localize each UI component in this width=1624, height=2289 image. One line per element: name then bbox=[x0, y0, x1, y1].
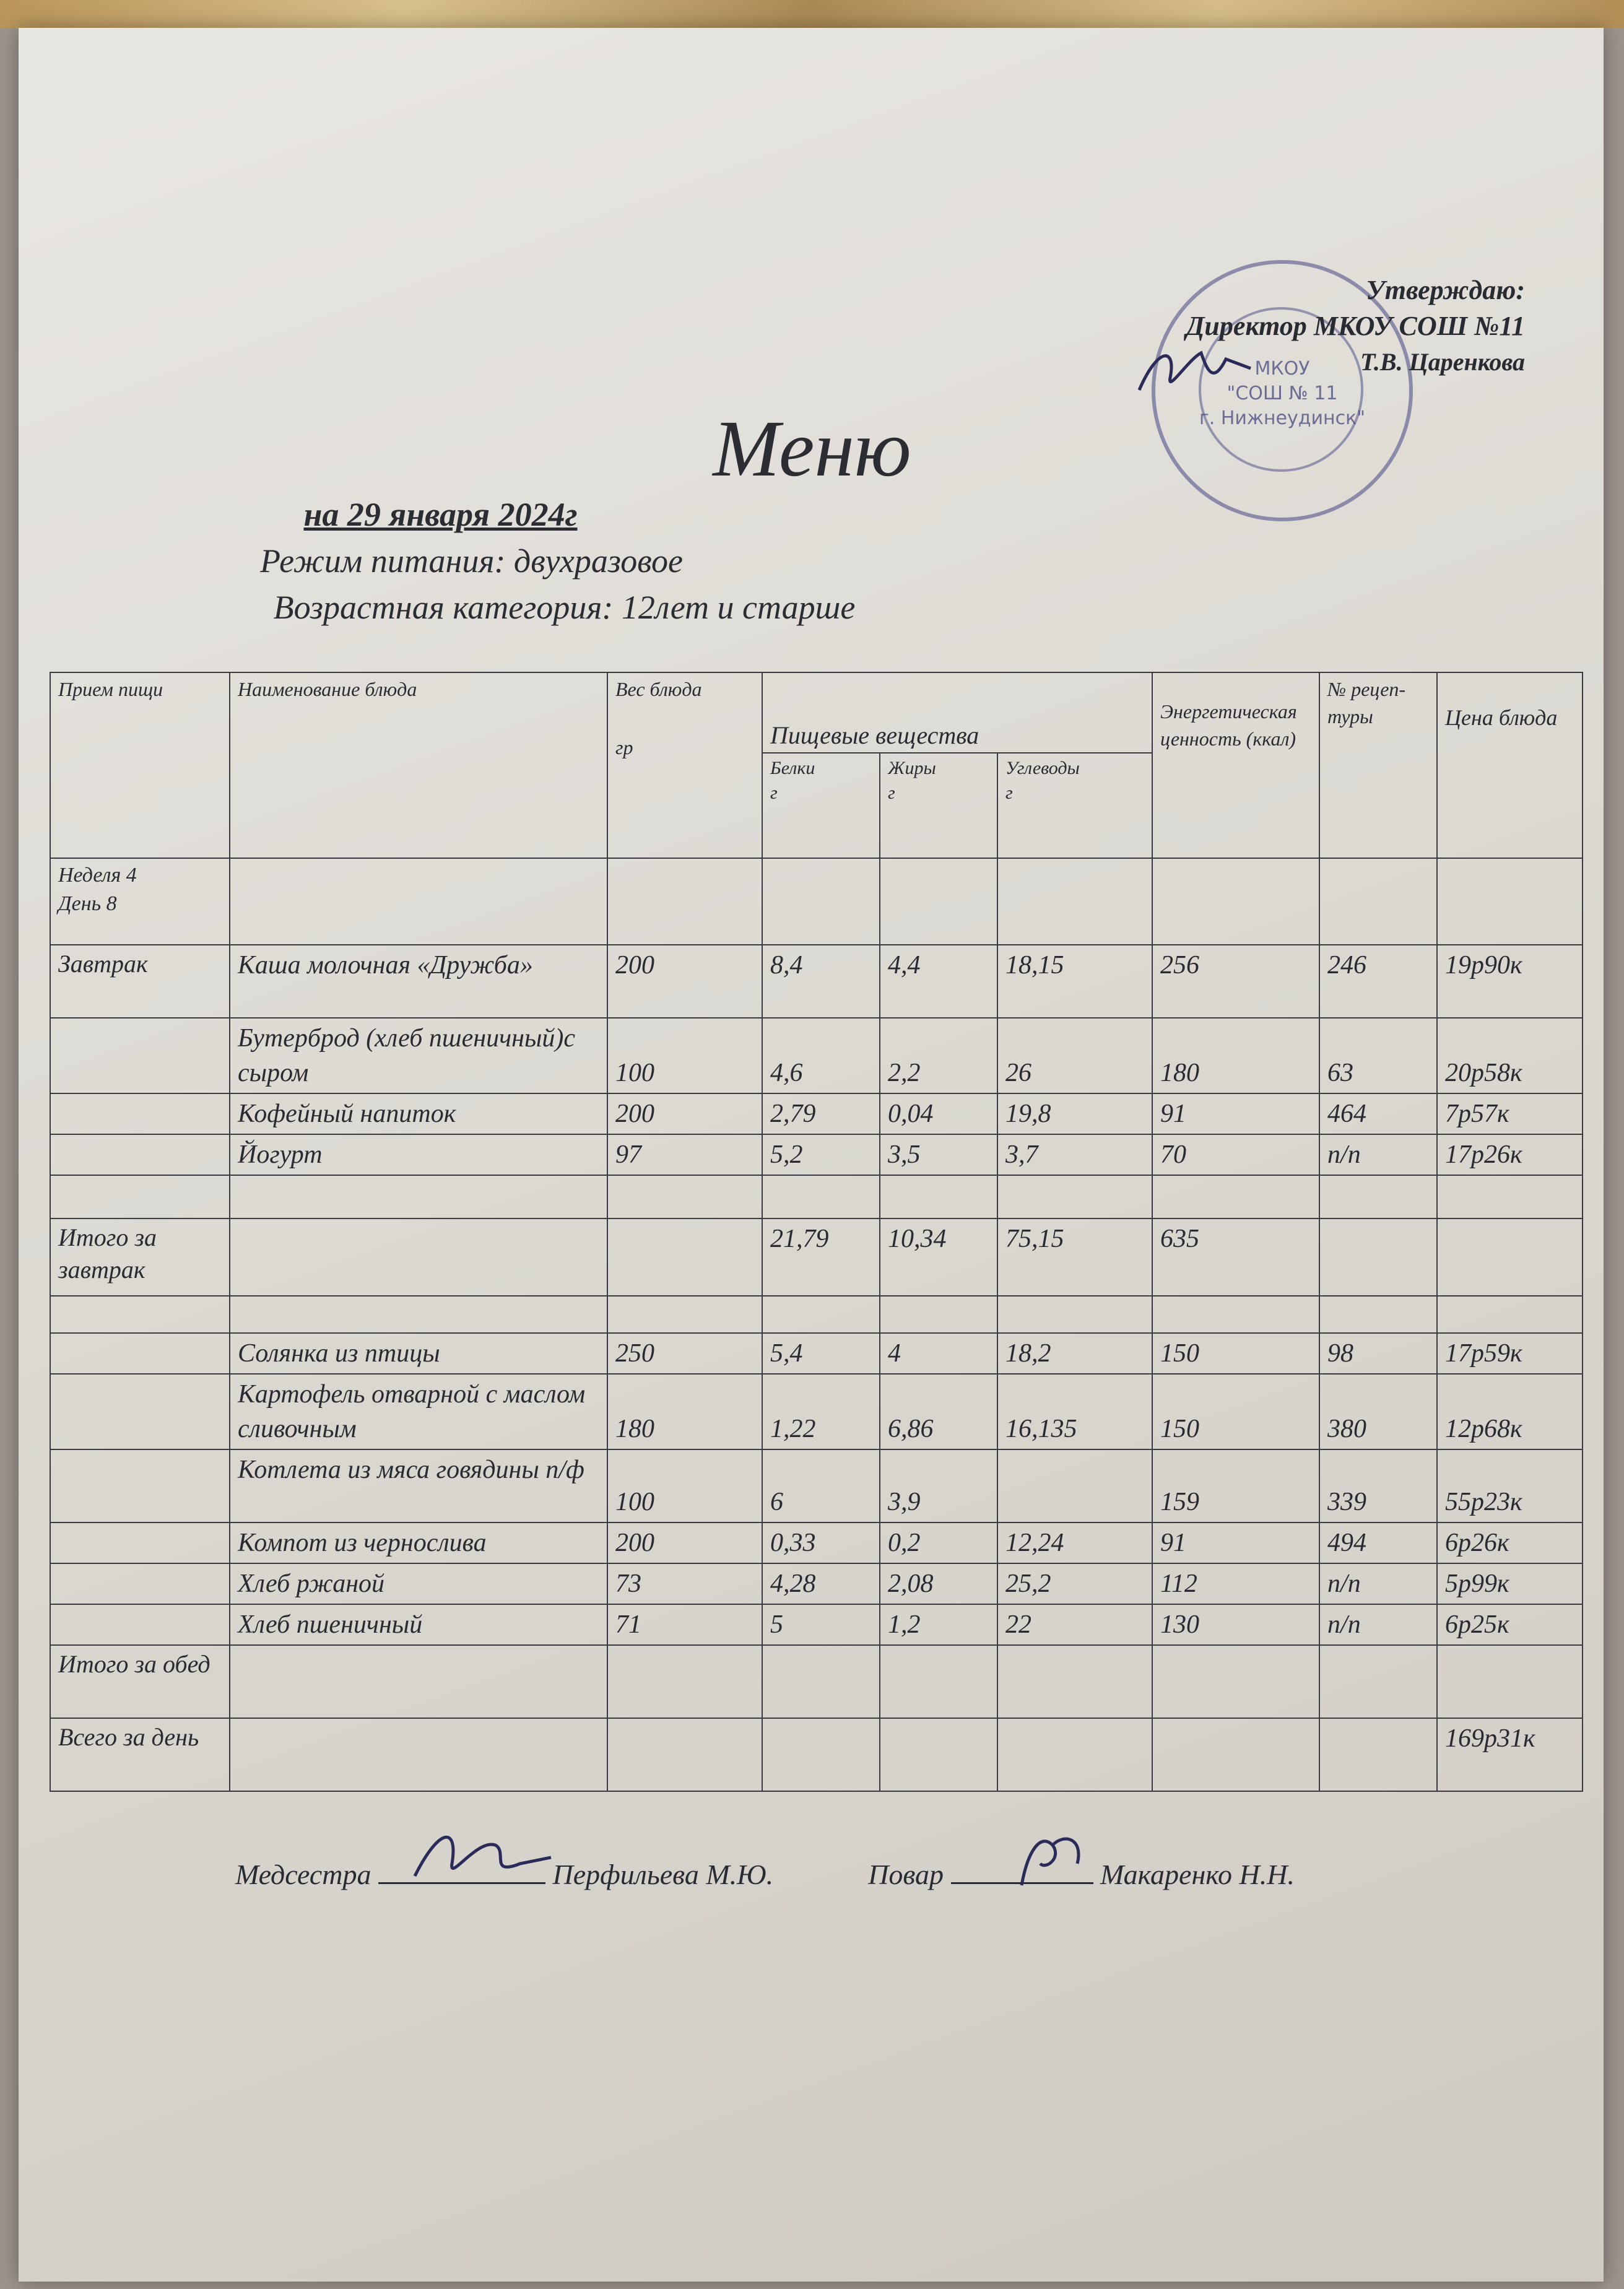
signatures-footer bbox=[235, 1857, 1295, 1891]
paper-edge-decoration bbox=[0, 0, 1624, 28]
table-row bbox=[50, 945, 1583, 1018]
header-weight-label: Вес блюда bbox=[615, 678, 702, 700]
dish-energy: 91 bbox=[1152, 1522, 1319, 1563]
dish-energy: 70 bbox=[1152, 1134, 1319, 1175]
age-category: Возрастная категория: 12лет и старше bbox=[273, 589, 856, 626]
dish-carbs: 26 bbox=[997, 1018, 1152, 1093]
dish-recipe: 339 bbox=[1319, 1449, 1437, 1522]
meal-mode: Режим питания: двухразовое bbox=[260, 542, 683, 580]
dish-name: Хлеб пшеничный bbox=[230, 1604, 607, 1645]
dish-weight: 73 bbox=[607, 1563, 762, 1604]
dish-energy: 159 bbox=[1152, 1449, 1319, 1522]
stamp-line-1: МКОУ bbox=[1254, 358, 1310, 380]
day-label: День 8 bbox=[58, 892, 117, 915]
dish-protein: 4,6 bbox=[762, 1018, 880, 1093]
header-protein-unit: г bbox=[770, 783, 778, 803]
dish-carbs: 16,135 bbox=[997, 1374, 1152, 1449]
header-weight bbox=[607, 672, 762, 858]
dish-energy: 112 bbox=[1152, 1563, 1319, 1604]
stamp-line-2: "СОШ № 11 bbox=[1227, 383, 1338, 404]
header-carbs bbox=[997, 753, 1152, 858]
dish-price: 5р99к bbox=[1437, 1563, 1583, 1604]
cook-signature bbox=[1003, 1826, 1102, 1895]
dish-name: Компот из чернослива bbox=[230, 1522, 607, 1563]
dish-fat: 2,08 bbox=[880, 1563, 997, 1604]
table-row bbox=[50, 1604, 1583, 1645]
breakfast-total-protein: 21,79 bbox=[762, 1218, 880, 1296]
dish-carbs: 25,2 bbox=[997, 1563, 1152, 1604]
nurse-signature bbox=[402, 1820, 563, 1895]
dish-name: Кофейный напиток bbox=[230, 1093, 607, 1134]
dish-carbs bbox=[997, 1449, 1152, 1522]
week-day-cell bbox=[50, 858, 230, 945]
dish-energy: 180 bbox=[1152, 1018, 1319, 1093]
dish-energy: 91 bbox=[1152, 1093, 1319, 1134]
dish-name: Картофель отварной с маслом сливочным bbox=[230, 1374, 607, 1449]
table-row bbox=[50, 1093, 1583, 1134]
dish-recipe: п/п bbox=[1319, 1134, 1437, 1175]
breakfast-total-label: Итого за завтрак bbox=[50, 1218, 230, 1296]
empty-row bbox=[50, 1175, 1583, 1218]
breakfast-total-fat: 10,34 bbox=[880, 1218, 997, 1296]
breakfast-label: Завтрак bbox=[50, 945, 230, 1018]
dish-recipe: 380 bbox=[1319, 1374, 1437, 1449]
dish-price: 17р59к bbox=[1437, 1333, 1583, 1374]
table-row bbox=[50, 1449, 1583, 1522]
dish-price: 55р23к bbox=[1437, 1449, 1583, 1522]
day-total-price: 169р31к bbox=[1437, 1718, 1583, 1791]
header-carbs-label: Углеводы bbox=[1005, 758, 1080, 778]
lunch-total-label: Итого за обед bbox=[50, 1645, 230, 1718]
dish-protein: 0,33 bbox=[762, 1522, 880, 1563]
dish-weight: 200 bbox=[607, 1093, 762, 1134]
dish-name: Каша молочная «Дружба» bbox=[230, 945, 607, 1018]
dish-protein: 1,22 bbox=[762, 1374, 880, 1449]
dish-weight: 100 bbox=[607, 1018, 762, 1093]
dish-weight: 250 bbox=[607, 1333, 762, 1374]
dish-protein: 5,2 bbox=[762, 1134, 880, 1175]
nurse-label: Медсестра bbox=[235, 1859, 371, 1890]
week-label: Неделя 4 bbox=[58, 864, 137, 887]
header-energy: Энергетическая ценность (ккал) bbox=[1152, 672, 1319, 858]
cook-label: Повар bbox=[868, 1859, 944, 1890]
dish-weight: 180 bbox=[607, 1374, 762, 1449]
dish-protein: 5,4 bbox=[762, 1333, 880, 1374]
dish-fat: 6,86 bbox=[880, 1374, 997, 1449]
dish-price: 19р90к bbox=[1437, 945, 1583, 1018]
dish-energy: 130 bbox=[1152, 1604, 1319, 1645]
dish-fat: 1,2 bbox=[880, 1604, 997, 1645]
dish-protein: 6 bbox=[762, 1449, 880, 1522]
approval-line-3: Т.В. Царенкова bbox=[1360, 348, 1525, 376]
dish-fat: 3,9 bbox=[880, 1449, 997, 1522]
dish-weight: 71 bbox=[607, 1604, 762, 1645]
dish-recipe: п/п bbox=[1319, 1604, 1437, 1645]
table-row bbox=[50, 1374, 1583, 1449]
table-row bbox=[50, 1333, 1583, 1374]
header-carbs-unit: г bbox=[1005, 783, 1013, 803]
director-signature bbox=[1133, 334, 1257, 402]
header-fat-label: Жиры bbox=[888, 758, 936, 778]
dish-recipe: п/п bbox=[1319, 1563, 1437, 1604]
dish-name: Хлеб ржаной bbox=[230, 1563, 607, 1604]
dish-energy: 150 bbox=[1152, 1374, 1319, 1449]
dish-name: Бутерброд (хлеб пшеничный)с сыром bbox=[230, 1018, 607, 1093]
dish-protein: 4,28 bbox=[762, 1563, 880, 1604]
dish-recipe: 246 bbox=[1319, 945, 1437, 1018]
day-total-label: Всего за день bbox=[50, 1718, 230, 1791]
dish-fat: 4 bbox=[880, 1333, 997, 1374]
dish-price: 17р26к bbox=[1437, 1134, 1583, 1175]
dish-weight: 100 bbox=[607, 1449, 762, 1522]
breakfast-total-carbs: 75,15 bbox=[997, 1218, 1152, 1296]
header-dish: Наименование блюда bbox=[230, 672, 607, 858]
approval-line-2: Директор МКОУ СОШ №11 bbox=[1186, 311, 1525, 341]
table-row bbox=[50, 1018, 1583, 1093]
dish-carbs: 18,15 bbox=[997, 945, 1152, 1018]
dish-protein: 2,79 bbox=[762, 1093, 880, 1134]
table-row bbox=[50, 1522, 1583, 1563]
menu-table bbox=[50, 672, 1583, 1792]
week-day-row bbox=[50, 858, 1583, 945]
dish-fat: 2,2 bbox=[880, 1018, 997, 1093]
dish-carbs: 12,24 bbox=[997, 1522, 1152, 1563]
empty-row bbox=[50, 1296, 1583, 1333]
header-meal: Прием пищи bbox=[50, 672, 230, 858]
dish-fat: 3,5 bbox=[880, 1134, 997, 1175]
header-recipe: № рецеп-туры bbox=[1319, 672, 1437, 858]
breakfast-total-row bbox=[50, 1218, 1583, 1296]
header-price: Цена блюда bbox=[1437, 672, 1583, 858]
dish-recipe: 464 bbox=[1319, 1093, 1437, 1134]
dish-fat: 0,04 bbox=[880, 1093, 997, 1134]
dish-carbs: 19,8 bbox=[997, 1093, 1152, 1134]
stamp-line-3: г. Нижнеудинск" bbox=[1199, 407, 1365, 429]
day-total-row bbox=[50, 1718, 1583, 1791]
header-protein bbox=[762, 753, 880, 858]
dish-price: 7р57к bbox=[1437, 1093, 1583, 1134]
dish-name: Йогурт bbox=[230, 1134, 607, 1175]
dish-name: Котлета из мяса говядины п/ф bbox=[230, 1449, 607, 1522]
cook-name: Макаренко Н.Н. bbox=[1100, 1859, 1295, 1890]
dish-protein: 8,4 bbox=[762, 945, 880, 1018]
dish-carbs: 18,2 bbox=[997, 1333, 1152, 1374]
dish-recipe: 63 bbox=[1319, 1018, 1437, 1093]
dish-price: 6р26к bbox=[1437, 1522, 1583, 1563]
lunch-total-row bbox=[50, 1645, 1583, 1718]
dish-energy: 256 bbox=[1152, 945, 1319, 1018]
page-title: Меню bbox=[713, 404, 911, 493]
menu-date: на 29 января 2024г bbox=[303, 496, 578, 533]
dish-carbs: 22 bbox=[997, 1604, 1152, 1645]
dish-weight: 200 bbox=[607, 1522, 762, 1563]
dish-fat: 4,4 bbox=[880, 945, 997, 1018]
dish-price: 6р25к bbox=[1437, 1604, 1583, 1645]
dish-recipe: 98 bbox=[1319, 1333, 1437, 1374]
dish-weight: 200 bbox=[607, 945, 762, 1018]
dish-fat: 0,2 bbox=[880, 1522, 997, 1563]
dish-price: 12р68к bbox=[1437, 1374, 1583, 1449]
table-row bbox=[50, 1563, 1583, 1604]
dish-weight: 97 bbox=[607, 1134, 762, 1175]
approval-line-1: Утверждаю: bbox=[1366, 275, 1525, 305]
dish-carbs: 3,7 bbox=[997, 1134, 1152, 1175]
dish-energy: 150 bbox=[1152, 1333, 1319, 1374]
header-fat-unit: г bbox=[888, 783, 895, 803]
header-fat bbox=[880, 753, 997, 858]
dish-protein: 5 bbox=[762, 1604, 880, 1645]
dish-price: 20р58к bbox=[1437, 1018, 1583, 1093]
table-row bbox=[50, 1134, 1583, 1175]
nurse-name: Перфильева М.Ю. bbox=[552, 1859, 774, 1890]
breakfast-total-energy: 635 bbox=[1152, 1218, 1319, 1296]
header-nutrients: Пищевые вещества bbox=[762, 672, 1152, 753]
dish-recipe: 494 bbox=[1319, 1522, 1437, 1563]
header-protein-label: Белки bbox=[770, 758, 815, 778]
header-weight-unit: гр bbox=[615, 736, 633, 758]
dish-name: Солянка из птицы bbox=[230, 1333, 607, 1374]
